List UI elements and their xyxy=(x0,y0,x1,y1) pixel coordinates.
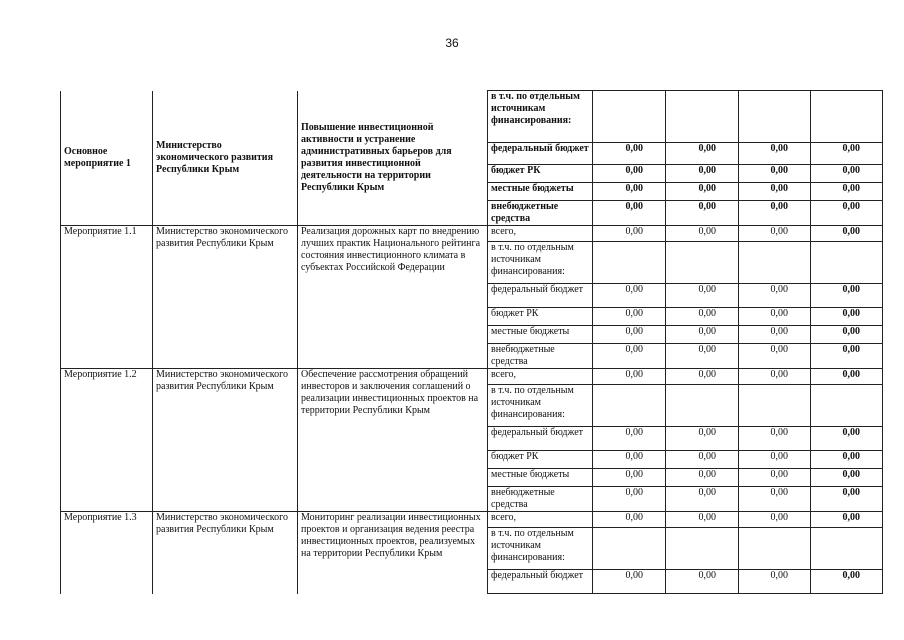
amount-cell: 0,00 xyxy=(811,165,883,183)
event-name: Мониторинг реализации инвестиционных проектов и организация ведения реестра инвестиционных проектов, реализуемых на территории Республики Крым xyxy=(298,512,488,594)
amount-cell xyxy=(593,91,666,143)
amount-cell: 0,00 xyxy=(593,469,666,487)
amount-cell: 0,00 xyxy=(811,226,883,242)
event-executor: Министерство экономического развития Республики Крым xyxy=(153,226,298,369)
funding-source: бюджет РК xyxy=(488,165,593,183)
amount-cell: 0,00 xyxy=(811,369,883,385)
amount-cell: 0,00 xyxy=(593,427,666,451)
amount-cell xyxy=(811,528,883,570)
amount-cell: 0,00 xyxy=(739,451,811,469)
amount-cell xyxy=(593,528,666,570)
funding-source: бюджет РК xyxy=(488,451,593,469)
amount-cell: 0,00 xyxy=(666,201,739,226)
amount-cell: 0,00 xyxy=(593,226,666,242)
amount-cell: 0,00 xyxy=(739,183,811,201)
funding-source: внебюджетные средства xyxy=(488,487,593,512)
amount-cell: 0,00 xyxy=(593,201,666,226)
amount-cell: 0,00 xyxy=(593,451,666,469)
amount-cell: 0,00 xyxy=(593,183,666,201)
amount-cell: 0,00 xyxy=(666,487,739,512)
amount-cell: 0,00 xyxy=(666,143,739,165)
amount-cell xyxy=(739,91,811,143)
amount-cell: 0,00 xyxy=(739,570,811,594)
amount-cell xyxy=(811,91,883,143)
amount-cell: 0,00 xyxy=(811,308,883,326)
funding-source: бюджет РК xyxy=(488,308,593,326)
amount-cell: 0,00 xyxy=(666,284,739,308)
amount-cell: 0,00 xyxy=(593,308,666,326)
amount-cell: 0,00 xyxy=(666,512,739,528)
amount-cell: 0,00 xyxy=(811,344,883,369)
amount-cell: 0,00 xyxy=(666,369,739,385)
funding-source: в т.ч. по отдельным источникам финансирования: xyxy=(488,242,593,284)
amount-cell: 0,00 xyxy=(811,183,883,201)
amount-cell xyxy=(666,242,739,284)
amount-cell: 0,00 xyxy=(666,226,739,242)
amount-cell: 0,00 xyxy=(593,344,666,369)
funding-source: федеральный бюджет xyxy=(488,427,593,451)
amount-cell: 0,00 xyxy=(739,165,811,183)
event-name: Обеспечение рассмотрения обращений инвесторов и заключения соглашений о реализации инвестиционных проектов на территории Республики Крым xyxy=(298,369,488,512)
amount-cell: 0,00 xyxy=(666,451,739,469)
funding-source: федеральный бюджет xyxy=(488,570,593,594)
funding-source: в т.ч. по отдельным источникам финансирования: xyxy=(488,528,593,570)
amount-cell: 0,00 xyxy=(593,165,666,183)
amount-cell xyxy=(811,242,883,284)
amount-cell: 0,00 xyxy=(811,201,883,226)
amount-cell: 0,00 xyxy=(811,487,883,512)
amount-cell: 0,00 xyxy=(739,469,811,487)
amount-cell: 0,00 xyxy=(811,284,883,308)
event-label: Мероприятие 1.3 xyxy=(61,512,153,594)
amount-cell: 0,00 xyxy=(739,226,811,242)
funding-source: в т.ч. по отдельным источникам финансирования: xyxy=(488,385,593,427)
funding-source: всего, xyxy=(488,226,593,242)
funding-source: федеральный бюджет xyxy=(488,284,593,308)
amount-cell: 0,00 xyxy=(593,570,666,594)
event-executor: Министерство экономического развития Республики Крым xyxy=(153,512,298,594)
amount-cell: 0,00 xyxy=(811,570,883,594)
amount-cell: 0,00 xyxy=(811,512,883,528)
funding-table xyxy=(60,90,883,594)
funding-source: всего, xyxy=(488,369,593,385)
funding-source: в т.ч. по отдельным источникам финансирования: xyxy=(488,91,593,143)
amount-cell: 0,00 xyxy=(593,143,666,165)
amount-cell xyxy=(811,385,883,427)
amount-cell: 0,00 xyxy=(739,344,811,369)
event-name: Реализация дорожных карт по внедрению лучших практик Национального рейтинга состояния инвестиционного климата в субъектах Российской Федерации xyxy=(298,226,488,369)
amount-cell: 0,00 xyxy=(666,427,739,451)
amount-cell: 0,00 xyxy=(739,487,811,512)
amount-cell: 0,00 xyxy=(811,427,883,451)
amount-cell: 0,00 xyxy=(666,165,739,183)
amount-cell: 0,00 xyxy=(593,326,666,344)
amount-cell: 0,00 xyxy=(666,344,739,369)
amount-cell xyxy=(593,385,666,427)
funding-source: федеральный бюджет xyxy=(488,143,593,165)
funding-source: внебюджетные средства xyxy=(488,344,593,369)
amount-cell: 0,00 xyxy=(666,183,739,201)
amount-cell: 0,00 xyxy=(593,512,666,528)
amount-cell: 0,00 xyxy=(666,570,739,594)
amount-cell: 0,00 xyxy=(739,512,811,528)
amount-cell: 0,00 xyxy=(811,326,883,344)
amount-cell: 0,00 xyxy=(739,308,811,326)
funding-source: местные бюджеты xyxy=(488,326,593,344)
event-executor: Министерство экономического развития Республики Крым xyxy=(153,91,298,226)
table-row xyxy=(61,91,883,143)
amount-cell: 0,00 xyxy=(739,369,811,385)
event-name: Повышение инвестиционной активности и устранение административных барьеров для развития инвестиционной деятельности на территории Республики Крым xyxy=(298,91,488,226)
amount-cell: 0,00 xyxy=(739,143,811,165)
amount-cell: 0,00 xyxy=(593,369,666,385)
amount-cell: 0,00 xyxy=(811,451,883,469)
funding-source: внебюджетные средства xyxy=(488,201,593,226)
event-label: Мероприятие 1.2 xyxy=(61,369,153,512)
amount-cell xyxy=(739,528,811,570)
amount-cell: 0,00 xyxy=(739,427,811,451)
amount-cell: 0,00 xyxy=(811,469,883,487)
event-label: Мероприятие 1.1 xyxy=(61,226,153,369)
amount-cell xyxy=(666,91,739,143)
amount-cell: 0,00 xyxy=(739,201,811,226)
amount-cell: 0,00 xyxy=(811,143,883,165)
amount-cell xyxy=(593,242,666,284)
amount-cell xyxy=(739,385,811,427)
amount-cell: 0,00 xyxy=(739,326,811,344)
table-row xyxy=(61,369,883,385)
amount-cell: 0,00 xyxy=(593,487,666,512)
amount-cell xyxy=(666,385,739,427)
funding-source: местные бюджеты xyxy=(488,469,593,487)
event-executor: Министерство экономического развития Республики Крым xyxy=(153,369,298,512)
table-row xyxy=(61,226,883,242)
amount-cell xyxy=(666,528,739,570)
table-row xyxy=(61,512,883,528)
amount-cell: 0,00 xyxy=(666,469,739,487)
event-label: Основное мероприятие 1 xyxy=(61,91,153,226)
amount-cell: 0,00 xyxy=(666,308,739,326)
amount-cell: 0,00 xyxy=(666,326,739,344)
amount-cell: 0,00 xyxy=(593,284,666,308)
funding-source: местные бюджеты xyxy=(488,183,593,201)
page-number: 36 xyxy=(445,36,459,50)
amount-cell: 0,00 xyxy=(739,284,811,308)
funding-source: всего, xyxy=(488,512,593,528)
amount-cell xyxy=(739,242,811,284)
